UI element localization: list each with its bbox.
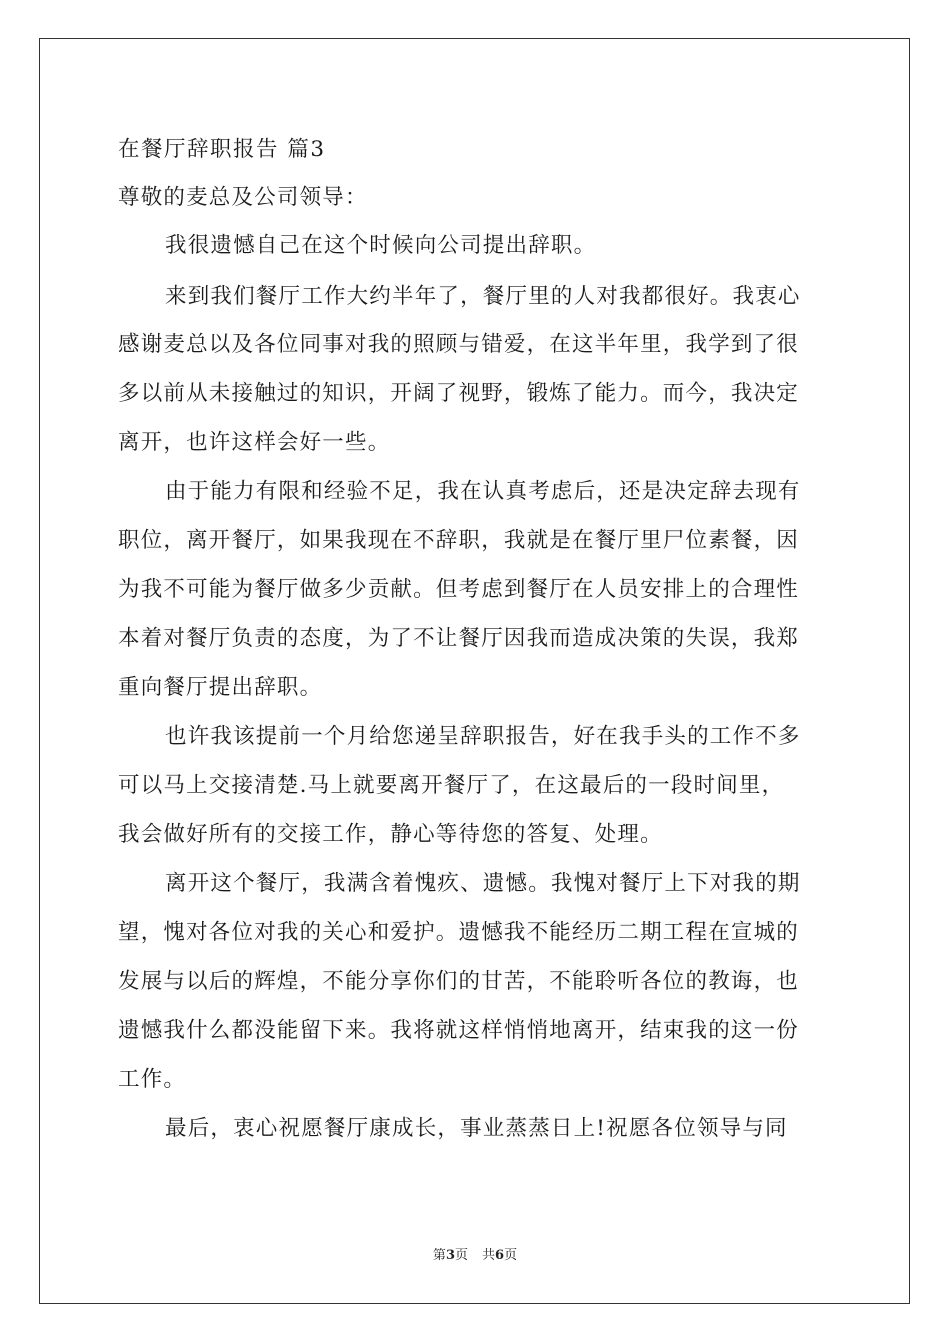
total-pages: 6 bbox=[495, 1248, 505, 1263]
body-line: 发展与以后的辉煌，不能分享你们的甘苦，不能聆听各位的教诲，也 bbox=[118, 969, 800, 994]
body-line: 离开，也许这样会好一些。 bbox=[118, 430, 391, 455]
page-suffix: 页 bbox=[454, 1248, 468, 1263]
body-line: 感谢麦总以及各位同事对我的照顾与错爱，在这半年里，我学到了很 bbox=[118, 332, 800, 357]
page-footer bbox=[0, 1247, 950, 1265]
body-line: 职位，离开餐厅，如果我现在不辞职，我就是在餐厅里尸位素餐，因 bbox=[118, 528, 800, 553]
body-line: 工作。 bbox=[118, 1067, 187, 1092]
body-line: 望，愧对各位对我的关心和爱护。遗憾我不能经历二期工程在宣城的 bbox=[118, 920, 800, 945]
body-line: 可以马上交接清楚.马上就要离开餐厅了，在这最后的一段时间里， bbox=[118, 773, 785, 798]
body-line: 本着对餐厅负责的态度，为了不让餐厅因我而造成决策的失误，我郑 bbox=[118, 626, 800, 651]
body-line: 来到我们餐厅工作大约半年了，餐厅里的人对我都很好。我衷心 bbox=[165, 284, 801, 309]
body-line: 为我不可能为餐厅做多少贡献。但考虑到餐厅在人员安排上的合理性 bbox=[118, 577, 800, 602]
body-line: 离开这个餐厅，我满含着愧疚、遗憾。我愧对餐厅上下对我的期 bbox=[165, 871, 801, 896]
body-line: 我会做好所有的交接工作，静心等待您的答复、处理。 bbox=[118, 822, 663, 847]
body-line: 重向餐厅提出辞职。 bbox=[118, 675, 323, 700]
total-prefix: 共 bbox=[482, 1248, 496, 1263]
body-line: 遗憾我什么都没能留下来。我将就这样悄悄地离开，结束我的这一份 bbox=[118, 1018, 800, 1043]
body-line: 由于能力有限和经验不足，我在认真考虑后，还是决定辞去现有 bbox=[165, 479, 801, 504]
body-line: 最后，衷心祝愿餐厅康成长，事业蒸蒸日上!祝愿各位领导与同 bbox=[165, 1116, 788, 1141]
body-line: 多以前从未接触过的知识，开阔了视野，锻炼了能力。而今，我决定 bbox=[118, 381, 800, 406]
page-prefix: 第 bbox=[432, 1248, 446, 1263]
body-line: 我很遗憾自己在这个时候向公司提出辞职。 bbox=[165, 233, 597, 258]
page-number: 3 bbox=[445, 1248, 455, 1263]
salutation: 尊敬的麦总及公司领导： bbox=[118, 185, 368, 210]
body-line: 也许我该提前一个月给您递呈辞职报告，好在我手头的工作不多 bbox=[165, 724, 801, 749]
document-title: 在餐厅辞职报告 篇3 bbox=[118, 137, 326, 162]
total-suffix: 页 bbox=[504, 1248, 518, 1263]
